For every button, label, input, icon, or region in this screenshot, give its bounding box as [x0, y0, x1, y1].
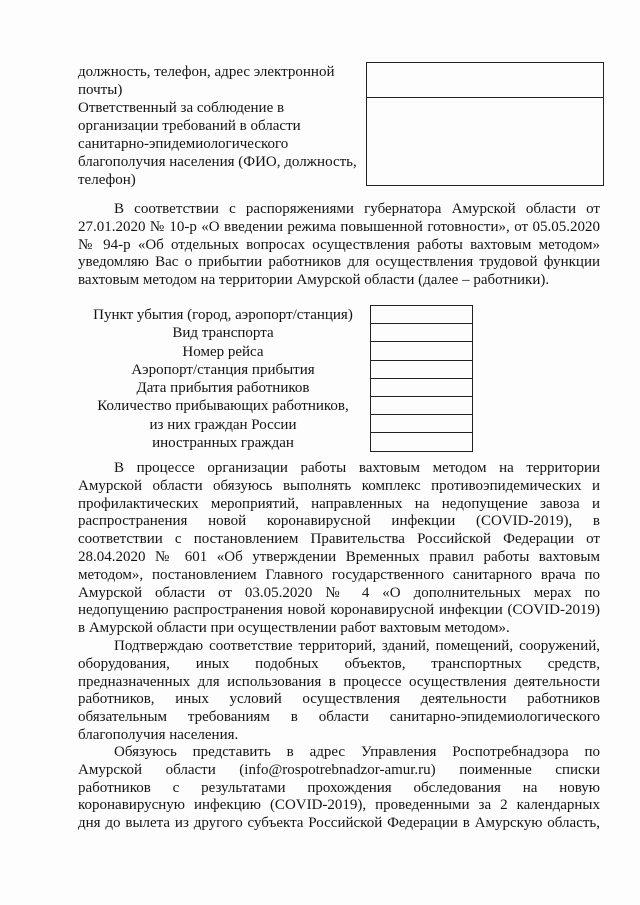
paragraph-line: предназначенных для использования в процессе осуществления деятельности	[78, 673, 600, 690]
form-label-foreign-citizens: иностранных граждан	[152, 435, 294, 452]
top-line: Ответственный за соблюдение в	[78, 100, 285, 116]
paragraph-line: распространения новой коронавирусной инфекции (COVID-2019), в	[78, 513, 600, 530]
paragraph-line: благополучия населения.	[78, 726, 239, 743]
form-label-arrival-date: Дата прибытия работников	[136, 380, 310, 397]
arrival-form-labels	[78, 306, 368, 452]
russian-citizens-field[interactable]	[370, 414, 473, 432]
arrival-date-field[interactable]	[370, 378, 473, 396]
top-line: почты)	[78, 82, 123, 98]
paragraph-line: Подтверждаю соответствие территорий, зданий, помещений, сооружений,	[114, 638, 600, 654]
paragraph-line: профилактических мероприятий, направленных на недопущение завоза и	[78, 495, 600, 512]
paragraph-line: Обязуюсь представить в адрес Управления Роспотребнадзора по	[114, 744, 600, 760]
paragraph-line: методом», постановлением Главного государственного санитарного врача по	[78, 566, 600, 583]
form-label-arrival-station: Аэропорт/станция прибытия	[131, 361, 315, 378]
arrival-form-fields	[370, 305, 473, 452]
form-label-worker-count: Количество прибывающих работников,	[97, 398, 349, 415]
paragraph-line: В процессе организации работы вахтовым методом на территории	[114, 460, 600, 476]
paragraph-line: В соответствии с распоряжениями губернатора Амурской области от	[114, 201, 600, 217]
form-label-flight-number: Номер рейса	[182, 343, 264, 360]
top-line: телефон)	[78, 172, 136, 188]
flight-number-field[interactable]	[370, 341, 473, 359]
top-line: благополучия населения (ФИО, должность,	[78, 154, 357, 170]
paragraph-line: коронавирусную инфекцию (COVID-2019), проведенными за 2 календарных	[78, 797, 600, 814]
responsible-person-block	[78, 63, 378, 189]
paragraph-line: работников, иных условий осуществления деятельности работников	[78, 691, 600, 708]
top-line: организации требований в области	[78, 118, 301, 134]
paragraph-line: оборудования, иных подобных объектов, транспортных средств,	[78, 655, 600, 672]
form-label-departure-point: Пункт убытия (город, аэропорт/станция)	[93, 307, 353, 323]
contact-info-table	[366, 62, 604, 186]
worker-count-field[interactable]	[370, 396, 473, 414]
departure-point-field[interactable]	[370, 305, 473, 323]
reporting-paragraph	[78, 744, 600, 833]
paragraph-line: Амурской области (info@rospotrebnadzor-amur.ru) поименные списки	[78, 761, 600, 778]
paragraph-line: № 94-р «Об отдельных вопросах осуществления работы вахтовым методом»	[78, 236, 600, 253]
paragraph-line: 27.01.2020 № 10-р «О введении режима повышенной готовности», от 05.05.2020	[78, 218, 600, 235]
paragraph-line: работников с результатами прохождения обследования на новую	[78, 779, 600, 796]
intro-paragraph	[78, 201, 600, 290]
compliance-paragraph	[78, 638, 600, 745]
paragraph-line: Амурской области от 03.05.2020 № 4 «О дополнительных мерах по	[78, 584, 600, 601]
form-label-russian-citizens: из них граждан России	[149, 416, 297, 433]
paragraph-line: вахтовым методом на территории Амурской области (далее – работники).	[78, 272, 550, 289]
arrival-station-field[interactable]	[370, 360, 473, 378]
contact-info-cell[interactable]	[367, 63, 603, 98]
paragraph-line: недопущению распространения новой коронавирусной инфекции (COVID-2019)	[78, 602, 600, 619]
paragraph-line: соответствии с постановлением Правительства Российской Федерации от	[78, 531, 600, 548]
paragraph-line: дня до вылета из другого субъекта Российской Федерации в Амурскую область,	[78, 815, 600, 832]
paragraph-line: Амурской области обязуюсь выполнять комплекс противоэпидемических и	[78, 477, 600, 494]
top-line: должность, телефон, адрес электронной	[78, 64, 335, 80]
paragraph-line: обязательным требованиям в области санитарно-эпидемиологического	[78, 709, 600, 726]
paragraph-line: 28.04.2020 № 601 «Об утверждении Временных правил работы вахтовым	[78, 548, 600, 565]
foreign-citizens-field[interactable]	[370, 432, 473, 451]
obligations-paragraph	[78, 460, 600, 638]
top-line: санитарно-эпидемиологического	[78, 136, 289, 152]
form-label-transport-type: Вид транспорта	[172, 325, 274, 342]
paragraph-line: уведомляю Вас о прибытии работников для осуществления трудовой функции	[78, 254, 600, 271]
transport-type-field[interactable]	[370, 323, 473, 341]
paragraph-line: в Амурской области при осуществлении работ вахтовым методом».	[78, 620, 510, 637]
